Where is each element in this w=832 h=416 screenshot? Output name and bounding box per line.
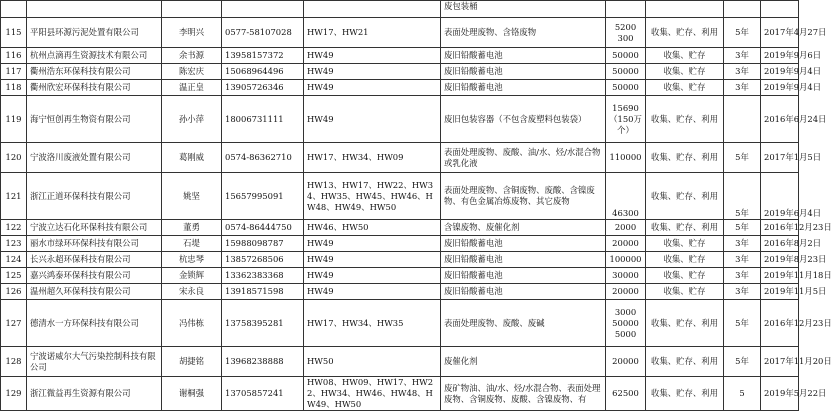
cell-waste: 废旧铅酸蓄电池 (441, 236, 606, 252)
cell-no: 121 (1, 173, 27, 220)
cell-phone: 15988098787 (222, 236, 304, 252)
cell-waste: 表面处理废物、含铬废物 (441, 18, 606, 48)
cell-date: 2019年11月18日 (761, 268, 799, 284)
cell-qty: 2000 (606, 220, 646, 236)
cell-waste: 废矿物油、油/水、烃/水混合物、表面处理废物、含铜废物、废酸、含镍废物、有 (441, 377, 606, 411)
cell-codes: HW17、HW21 (304, 18, 441, 48)
cell-no: 129 (1, 377, 27, 411)
cell-waste: 废旧包装容器（不包含废塑料包装袋） (441, 96, 606, 143)
table-row (1, 173, 799, 220)
cell-codes: HW17、HW34、HW09 (304, 143, 441, 173)
cell-phone: 0577-58107028 (222, 18, 304, 48)
cell-term: 5年 (724, 173, 761, 220)
qty-line: 300 (617, 32, 634, 43)
cell-phone: 13968238888 (222, 347, 304, 377)
cell-no: 123 (1, 236, 27, 252)
cell-codes: HW49 (304, 284, 441, 300)
cell-qty: 62500 (606, 377, 646, 411)
cell-contact: 李明兴 (162, 18, 222, 48)
table-row (1, 18, 799, 48)
cell-contact: 杭忠琴 (162, 252, 222, 268)
cell-contact: 董勇 (162, 220, 222, 236)
cell-date: 2017年4月27日 (761, 18, 799, 48)
cell-date: 2019年5月22日 (761, 377, 799, 411)
cell-mode: 收集、贮存、利用 (646, 300, 724, 347)
cell-company: 衢州浩东环保科技有限公司 (27, 64, 162, 80)
cell-codes: HW49 (304, 80, 441, 96)
table-row (1, 252, 799, 268)
cell-company (27, 1, 162, 18)
cell-codes (304, 1, 441, 18)
cell-no: 125 (1, 268, 27, 284)
table-row (1, 347, 799, 377)
cell-date: 2016年8月2日 (761, 236, 799, 252)
cell-company: 德清水一方环保科技有限公司 (27, 300, 162, 347)
cell-company: 宁波洛川废液处置有限公司 (27, 143, 162, 173)
cell-phone: 13758395281 (222, 300, 304, 347)
cell-codes: HW13、HW17、HW22、HW34、HW35、HW45、HW46、HW48、HW49、HW50 (304, 173, 441, 220)
qty-line: 个） (617, 124, 634, 135)
cell-phone: 13918571598 (222, 284, 304, 300)
cell-term: 5年 (724, 300, 761, 347)
cell-date: 2019年6月4日 (761, 173, 799, 220)
cell-codes: HW49 (304, 96, 441, 143)
cell-no: 116 (1, 48, 27, 64)
cell-codes: HW49 (304, 64, 441, 80)
cell-contact: 胡捷铭 (162, 347, 222, 377)
cell-term: 3年 (724, 236, 761, 252)
table-row (1, 80, 799, 96)
cell-company: 杭州点滴再生资源技术有限公司 (27, 48, 162, 64)
cell-term: 3年 (724, 64, 761, 80)
cell-phone: 15068964496 (222, 64, 304, 80)
qty-line: 15690 (612, 102, 639, 113)
cell-company: 浙江微益再生资源有限公司 (27, 377, 162, 411)
cell-date: 2019年9月4日 (761, 80, 799, 96)
cell-contact: 金锁辉 (162, 268, 222, 284)
cell-codes: HW49 (304, 268, 441, 284)
cell-phone: 13705857241 (222, 377, 304, 411)
cell-qty: 100000 (606, 252, 646, 268)
cell-waste: 废旧铅酸蓄电池 (441, 268, 606, 284)
cell-waste: 表面处理废物、废酸、废碱 (441, 300, 606, 347)
cell-contact: 冯伟栋 (162, 300, 222, 347)
table-row (1, 268, 799, 284)
table-row (1, 284, 799, 300)
cell-contact: 葛刚威 (162, 143, 222, 173)
table-row (1, 1, 799, 18)
cell-mode (646, 1, 724, 18)
cell-company: 浙江正道环保科技有限公司 (27, 173, 162, 220)
cell-contact: 谢桐强 (162, 377, 222, 411)
cell-mode: 收集、贮存、利用 (646, 18, 724, 48)
table-row (1, 300, 799, 347)
cell-waste: 表面处理废物、废酸、油/水、烃/水混合物或乳化液 (441, 143, 606, 173)
cell-mode: 收集、贮存、利用 (646, 173, 724, 220)
cell-phone: 13958157372 (222, 48, 304, 64)
cell-contact: 温正皇 (162, 80, 222, 96)
cell-contact: 余书源 (162, 48, 222, 64)
cell-codes: HW50 (304, 347, 441, 377)
cell-date: 2016年6月24日 (761, 96, 799, 143)
cell-phone: 0574-86362710 (222, 143, 304, 173)
cell-no (1, 1, 27, 18)
cell-no: 126 (1, 284, 27, 300)
cell-codes: HW17、HW34、HW35 (304, 300, 441, 347)
cell-contact (162, 1, 222, 18)
cell-date: 2019年11月5日 (761, 284, 799, 300)
cell-qty: 46300 (606, 173, 646, 220)
cell-term: 5年 (724, 18, 761, 48)
cell-contact: 孙小萍 (162, 96, 222, 143)
qty-line: 3000 (614, 306, 637, 317)
cell-date: 2019年8月23日 (761, 252, 799, 268)
cell-qty (606, 96, 646, 143)
cell-qty (606, 1, 646, 18)
cell-phone: 13905726346 (222, 80, 304, 96)
cell-no: 117 (1, 64, 27, 80)
cell-company: 嘉兴鸿泰环保科技有限公司 (27, 268, 162, 284)
cell-no: 118 (1, 80, 27, 96)
cell-waste: 废旧铅酸蓄电池 (441, 80, 606, 96)
cell-phone: 13362383368 (222, 268, 304, 284)
cell-term (724, 1, 761, 18)
cell-codes: HW49 (304, 252, 441, 268)
cell-qty (606, 300, 646, 347)
cell-company: 长兴永超环保科技有限公司 (27, 252, 162, 268)
cell-term: 3年 (724, 48, 761, 64)
cell-qty: 20000 (606, 236, 646, 252)
cell-no: 120 (1, 143, 27, 173)
cell-mode: 收集、贮存、利用 (646, 96, 724, 143)
cell-codes: HW46、HW50 (304, 220, 441, 236)
cell-no: 124 (1, 252, 27, 268)
cell-term: 3年 (724, 268, 761, 284)
table-row (1, 48, 799, 64)
cell-qty: 20000 (606, 347, 646, 377)
cell-company: 海宁恒创再生物资有限公司 (27, 96, 162, 143)
qty-line: 50000 (612, 317, 639, 328)
cell-contact: 石堤 (162, 236, 222, 252)
cell-phone: 13857268506 (222, 252, 304, 268)
cell-term: 3年 (724, 80, 761, 96)
cell-waste: 含镍废物、废催化剂 (441, 220, 606, 236)
cell-mode: 收集、贮存、利用 (646, 347, 724, 377)
qty-line: 5000 (614, 328, 637, 339)
cell-no: 127 (1, 300, 27, 347)
cell-mode: 收集、贮存、利用 (646, 377, 724, 411)
cell-phone (222, 1, 304, 18)
qty-line: 5200 (614, 21, 637, 32)
cell-mode: 收集、贮存 (646, 284, 724, 300)
cell-no: 128 (1, 347, 27, 377)
cell-waste: 废旧铅酸蓄电池 (441, 64, 606, 80)
cell-date: 2019年9月6日 (761, 48, 799, 64)
cell-waste: 废旧铅酸蓄电池 (441, 48, 606, 64)
table-row (1, 96, 799, 143)
cell-contact: 陈宏庆 (162, 64, 222, 80)
cell-term: 5 (724, 377, 761, 411)
cell-company: 宁波诺威尔大气污染控制科技有限公司 (27, 347, 162, 377)
cell-mode: 收集、贮存 (646, 80, 724, 96)
cell-date: 2017年1月5日 (761, 143, 799, 173)
cell-contact: 宋永良 (162, 284, 222, 300)
table-row (1, 377, 799, 411)
table-row (1, 143, 799, 173)
cell-date (761, 1, 799, 18)
cell-mode: 收集、贮存、利用 (646, 220, 724, 236)
table-row (1, 64, 799, 80)
cell-date: 2016年12月23日 (761, 220, 799, 236)
cell-mode: 收集、贮存 (646, 64, 724, 80)
cell-phone: 15657995091 (222, 173, 304, 220)
cell-phone: 18006731111 (222, 96, 304, 143)
cell-qty: 50000 (606, 64, 646, 80)
cell-waste: 表面处理废物、含铜废物、废酸、含镍废物、有色金属冶炼废物、其它废物 (441, 173, 606, 220)
cell-qty: 110000 (606, 143, 646, 173)
table-row (1, 220, 799, 236)
cell-qty: 50000 (606, 48, 646, 64)
cell-company: 衢州欣宏环保科技有限公司 (27, 80, 162, 96)
cell-company: 温州超久环保科技有限公司 (27, 284, 162, 300)
cell-company: 平阳县环源污泥处置有限公司 (27, 18, 162, 48)
cell-waste: 废旧铅酸蓄电池 (441, 252, 606, 268)
cell-qty: 30000 (606, 268, 646, 284)
cell-qty: 20000 (606, 284, 646, 300)
cell-codes: HW08、HW09、HW17、HW22、HW34、HW46、HW48、HW49、HW50 (304, 377, 441, 411)
cell-term: 5年 (724, 143, 761, 173)
cell-contact: 姚坚 (162, 173, 222, 220)
cell-date: 2016年12月23日 (761, 300, 799, 347)
cell-term: 3年 (724, 252, 761, 268)
cell-company: 宁波立达石化环保科技有限公司 (27, 220, 162, 236)
cell-company: 丽水市绿环环保科技有限公司 (27, 236, 162, 252)
cell-term: 5年 (724, 347, 761, 377)
cell-waste: 废催化剂 (441, 347, 606, 377)
cell-term (724, 96, 761, 143)
cell-mode: 收集、贮存、利用 (646, 143, 724, 173)
cell-no: 122 (1, 220, 27, 236)
qty-line: （150万 (609, 113, 642, 124)
cell-qty (606, 18, 646, 48)
cell-date: 2017年11月20日 (761, 347, 799, 377)
table-row (1, 236, 799, 252)
cell-qty: 50000 (606, 80, 646, 96)
cell-no: 115 (1, 18, 27, 48)
cell-no: 119 (1, 96, 27, 143)
cell-mode: 收集、贮存 (646, 236, 724, 252)
cell-codes: HW49 (304, 48, 441, 64)
cell-waste: 废旧铅酸蓄电池 (441, 284, 606, 300)
cell-term: 3年 (724, 284, 761, 300)
cell-mode: 收集、贮存 (646, 268, 724, 284)
cell-phone: 0574-86444750 (222, 220, 304, 236)
cell-term: 5年 (724, 220, 761, 236)
cell-codes: HW49 (304, 236, 441, 252)
cell-mode: 收集、贮存 (646, 48, 724, 64)
cell-date: 2019年9月4日 (761, 64, 799, 80)
cell-mode: 收集、贮存 (646, 252, 724, 268)
cell-waste: 废包装桶 (441, 1, 606, 18)
